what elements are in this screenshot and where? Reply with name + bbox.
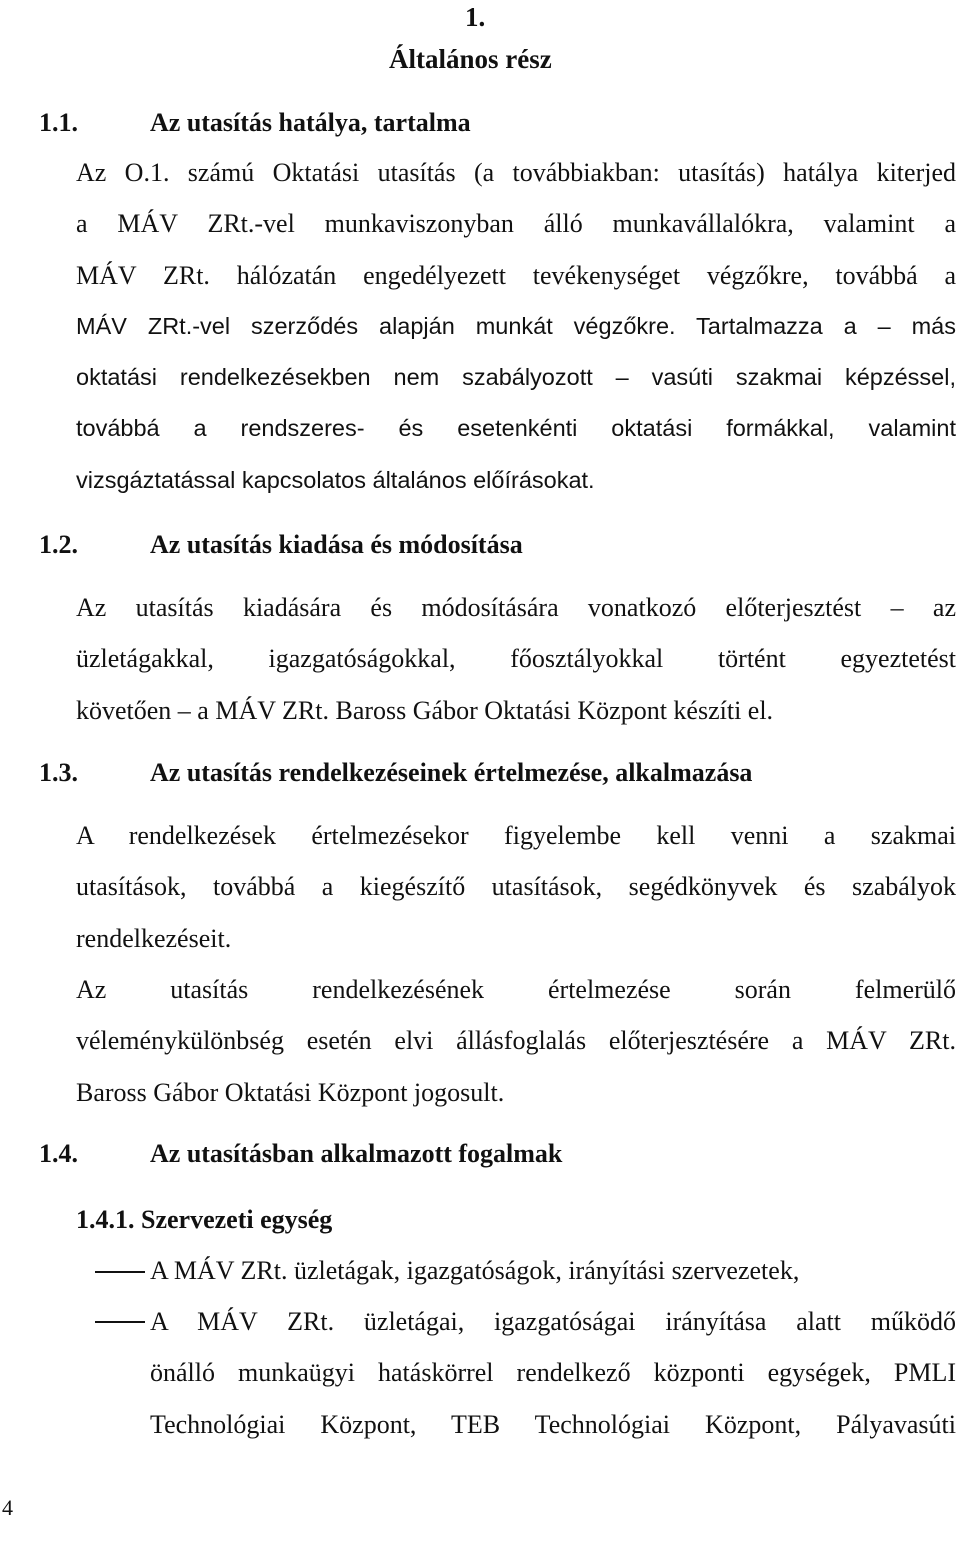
paragraph-line: Baross Gábor Oktatási Központ jogosult. [76,1077,505,1107]
paragraph-line: követően – a MÁV ZRt. Baross Gábor Oktatási Központ készíti el. [76,695,774,725]
paragraph-line: oktatási rendelkezésekben nem szabályozott – vasúti szakmai képzéssel, [76,364,956,391]
section-1-1-title: Az utasítás hatálya, tartalma [150,108,471,137]
paragraph-line: utasítások, továbbá a kiegészítő utasítások, segédkönyvek és szabályok [76,872,956,902]
paragraph-line: Az utasítás kiadására és módosítására vonatkozó előterjesztést – az [76,593,956,622]
paragraph-line: MÁV ZRt.-vel szerződés alapján munkát végzőkre. Tartalmazza a – más [76,312,956,339]
subsection-1-4-1-title: 1.4.1. Szervezeti egység [76,1205,333,1234]
section-1-3-paragraph-2 [76,964,956,1118]
section-1-3-title: Az utasítás rendelkezéseinek értelmezése, alkalmazása [150,758,753,787]
paragraph-line: továbbá a rendszeres- és esetenkénti oktatási formákkal, valamint [76,415,956,442]
section-1-4-title: Az utasításban alkalmazott fogalmak [150,1139,563,1168]
chapter-number: 1. [465,2,486,32]
chapter-title: Általános rész [389,44,552,74]
bullet-line: A MÁV ZRt. üzletágai, igazgatóságai irányítása alatt működő [150,1307,956,1336]
paragraph-line: vizsgáztatással kapcsolatos általános előírásokat. [76,466,595,493]
section-1-2-paragraph [76,582,956,736]
paragraph-line: véleménykülönbség esetén elvi állásfoglalás előterjesztésére a MÁV ZRt. [76,1026,956,1056]
section-1-4-number: 1.4. [39,1139,78,1168]
bullet-line: Technológiai Központ, TEB Technológiai Központ, Pályavasúti [150,1409,956,1439]
bullet-line: A MÁV ZRt. üzletágak, igazgatóságok, irányítási szervezetek, [150,1256,800,1285]
bullet-item-1 [150,1245,956,1296]
paragraph-line: A rendelkezések értelmezésekor figyelembe kell venni a szakmai [76,821,956,850]
dash-bullet [95,1271,145,1273]
section-1-1-paragraph [76,147,956,506]
section-1-3-paragraph-1 [76,810,956,964]
page-number: 4 [2,1495,13,1520]
paragraph-line: rendelkezéseit. [76,923,232,953]
paragraph-line: Az O.1. számú Oktatási utasítás (a továbbiakban: utasítás) hatálya kiterjed [76,158,956,187]
section-1-2-number: 1.2. [39,530,78,559]
paragraph-line: üzletágakkal, igazgatóságokkal, főosztályokkal történt egyeztetést [76,644,956,674]
section-1-2-title: Az utasítás kiadása és módosítása [150,530,523,559]
bullet-line: önálló munkaügyi hatáskörrel rendelkező központi egységek, PMLI [150,1358,956,1388]
dash-bullet [95,1321,145,1323]
section-1-1-number: 1.1. [39,108,78,137]
paragraph-line: MÁV ZRt. hálózatán engedélyezett tevékenységet végzőkre, továbbá a [76,260,956,290]
section-1-3-number: 1.3. [39,758,78,787]
paragraph-line: Az utasítás rendelkezésének értelmezése során felmerülő [76,975,956,1004]
paragraph-line: a MÁV ZRt.-vel munkaviszonyban álló munkavállalókra, valamint a [76,209,956,239]
bullet-item-2 [150,1296,956,1450]
